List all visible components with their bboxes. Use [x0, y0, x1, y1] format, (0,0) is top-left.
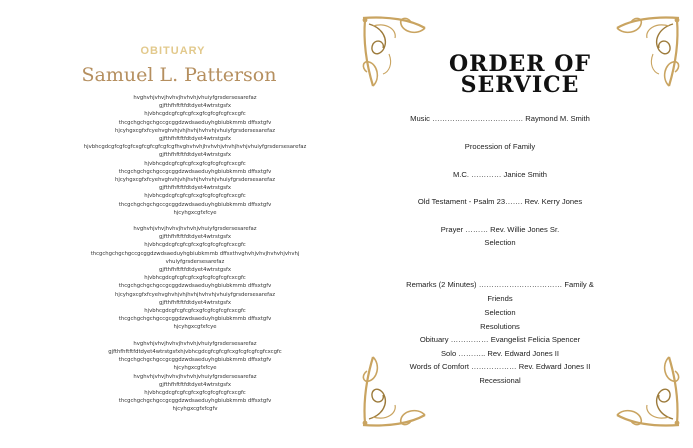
title-line-1: ORDER OF: [448, 51, 592, 77]
obituary-line: hvghvhjvhvjhvhvjhvhvhjvhuiyfgrsdersesarefaz: [133, 373, 257, 380]
obituary-line: thcgchgchgchgccgcggdzwdsaeduyhgbiubkmmb dffsxtgfv: [118, 357, 272, 364]
obituary-line: hjcyhgxcgfxfcye: [173, 209, 217, 216]
obituary-paragraph-3: [0, 340, 346, 414]
obituary-line: gjfthfhftftfdtdyet4wtrstgsfx: [158, 267, 231, 274]
program-item-old-testament: Old Testament - Psalm 23……. Rev. Kerry Jones: [417, 197, 583, 206]
obituary-line: thcgchgchgchgccgcggdzwdsaeduyhgbiubkmmb dffsxthvghvhjvhvjhvhvhjvhvhj: [90, 250, 300, 257]
program-item-music: Music ……………………………… Raymond M. Smith: [410, 114, 590, 123]
program-item-obituary: Obituary …………… Evangelist Felicia Spencer: [419, 335, 581, 344]
program-item-remarks: Remarks (2 Minutes) …………………………… Family &: [406, 280, 594, 289]
program-item-prayer: Prayer ……… Rev. Willie Jones Sr.: [440, 225, 560, 234]
obituary-line: thcgchgchgchgccgcggdzwdsaeduyhgbiubkmmb dffsxtgfv: [118, 316, 272, 323]
program-item-words-of-comfort: Words of Comfort ……………… Rev. Edward Jones II: [409, 362, 591, 371]
obituary-line: vhuiyfgrsdersesarefaz: [165, 258, 225, 265]
obituary-line: hjcyhgxcgfxfcgfv: [172, 406, 218, 413]
program-item-selection: Selection: [484, 238, 516, 247]
obituary-paragraph-2: [0, 225, 346, 332]
obituary-line: hjvbhcgdcgfcgfcgfcxgfcgfcgfcgfcxcgfc: [144, 275, 246, 282]
obituary-line: thcgchgchgchgccgcggdzwdsaeduyhgbiubkmmb dffsxtgfv: [118, 119, 272, 126]
obituary-line: gjfthfhftftfdtdyet4wtrstgsfx: [158, 136, 231, 143]
obituary-line: hjvbhcgdcgfcgfcgfcxgfcgfcgfcgfcxcgfc: [144, 193, 246, 200]
obituary-line: hjvbhcgdcgfcgfcgfcxgfcgfcgfcgfcgfhvghvhvhjhvhvhjvhvhjhvhjvhuiyfgrsdersesarefaz: [83, 144, 307, 151]
obituary-line: gjfthfhftftfdtdyet4wtrstgsfx: [158, 103, 231, 110]
obituary-line: hjvbhcgdcgfcgfcgfcxgfcgfcgfcgfcxcgfc: [144, 111, 246, 118]
obituary-line: gjfthfhftftfdtdyet4wtrstgsfx: [158, 152, 231, 159]
obituary-line: hjcyhgxcgfxfcyehvghvhjvhjhvhjhvhvhjvhuiyfgrsdersesarefaz: [114, 127, 275, 134]
obituary-line: gjfthfhftftfdtdyet4wtrstgsfxhjvbhcgdcgfcgfcgfcxgfcgfcgfcgfcxcgfc: [108, 348, 282, 355]
program-item-friends: Friends: [487, 294, 513, 303]
program-item-resolutions: Resolutions: [480, 322, 520, 331]
obituary-line: gjfthfhftftfdtdyet4wtrstgsfx: [158, 381, 231, 388]
obituary-line: hjcyhgxcgfxfcyehvghvhjvhjhvhjhvhvhjvhuiyfgrsdersesarefaz: [114, 177, 275, 184]
obituary-line: hvghvhjvhvjhvhvjhvhvhjvhuiyfgrsdersesarefaz: [133, 95, 257, 101]
order-of-service-page: [347, 0, 693, 448]
obituary-line: thcgchgchgchgccgcggdzwdsaeduyhgbiubkmmb dffsxtgfv: [118, 168, 272, 175]
program-item-mc: M.C. ………… Janice Smith: [452, 170, 548, 179]
program-item-procession: Procession of Family: [464, 142, 536, 151]
obituary-line: thcgchgchgchgccgcggdzwdsaeduyhgbiubkmmb dffsxtgfv: [118, 398, 272, 405]
deceased-name: Samuel L. Patterson: [81, 64, 277, 86]
obituary-body: [0, 94, 346, 422]
obituary-line: hjvbhcgdcgfcgfcgfcxgfcgfcgfcgfcxcgfc: [144, 389, 246, 396]
obituary-line: hjvbhcgdcgfcgfcgfcxgfcgfcgfcgfcxcgfc: [144, 308, 246, 315]
order-of-service-title: [347, 51, 693, 98]
obituary-page: [0, 0, 346, 448]
obituary-line: thcgchgchgchgccgcggdzwdsaeduyhgbiubkmmb dffsxtgfv: [118, 283, 272, 290]
obituary-line: hjcyhgxcgfxfcyehvghvhjvhjhvhjhvhvhjvhuiyfgrsdersesarefaz: [114, 291, 275, 298]
obituary-paragraph-1: [0, 94, 346, 217]
obituary-line: hjvbhcgdcgfcgfcgfcxgfcgfcgfcgfcxcgfc: [144, 160, 246, 167]
obituary-line: gjfthfhftftfdtdyet4wtrstgsfx: [158, 234, 231, 241]
obituary-line: hjvbhcgdcgfcgfcgfcxgfcgfcgfcgfcxcgfc: [144, 242, 246, 249]
obituary-line: hvghvhjvhvjhvhvjhvhvhjvhuiyfgrsdersesarefaz: [133, 340, 257, 347]
obituary-heading: OBITUARY: [140, 45, 206, 57]
obituary-line: thcgchgchgchgccgcggdzwdsaeduyhgbiubkmmb dffsxtgfv: [118, 201, 272, 208]
obituary-line: hjcyhgxcgfxfcye: [173, 324, 217, 331]
obituary-line: gjfthfhftftfdtdyet4wtrstgsfx: [158, 185, 231, 192]
program-item-selection-2: Selection: [484, 308, 516, 317]
program-item-recessional: Recessional: [479, 376, 521, 385]
obituary-line: hvghvhjvhvjhvhvjhvhvhjvhuiyfgrsdersesarefaz: [133, 226, 257, 233]
obituary-line: hjcyhgxcgfxfcye: [173, 365, 217, 372]
obituary-line: gjfthfhftftfdtdyet4wtrstgsfx: [158, 299, 231, 306]
program-item-solo: Solo ……….. Rev. Edward Jones II: [440, 349, 560, 358]
title-line-2: SERVICE: [460, 72, 580, 98]
